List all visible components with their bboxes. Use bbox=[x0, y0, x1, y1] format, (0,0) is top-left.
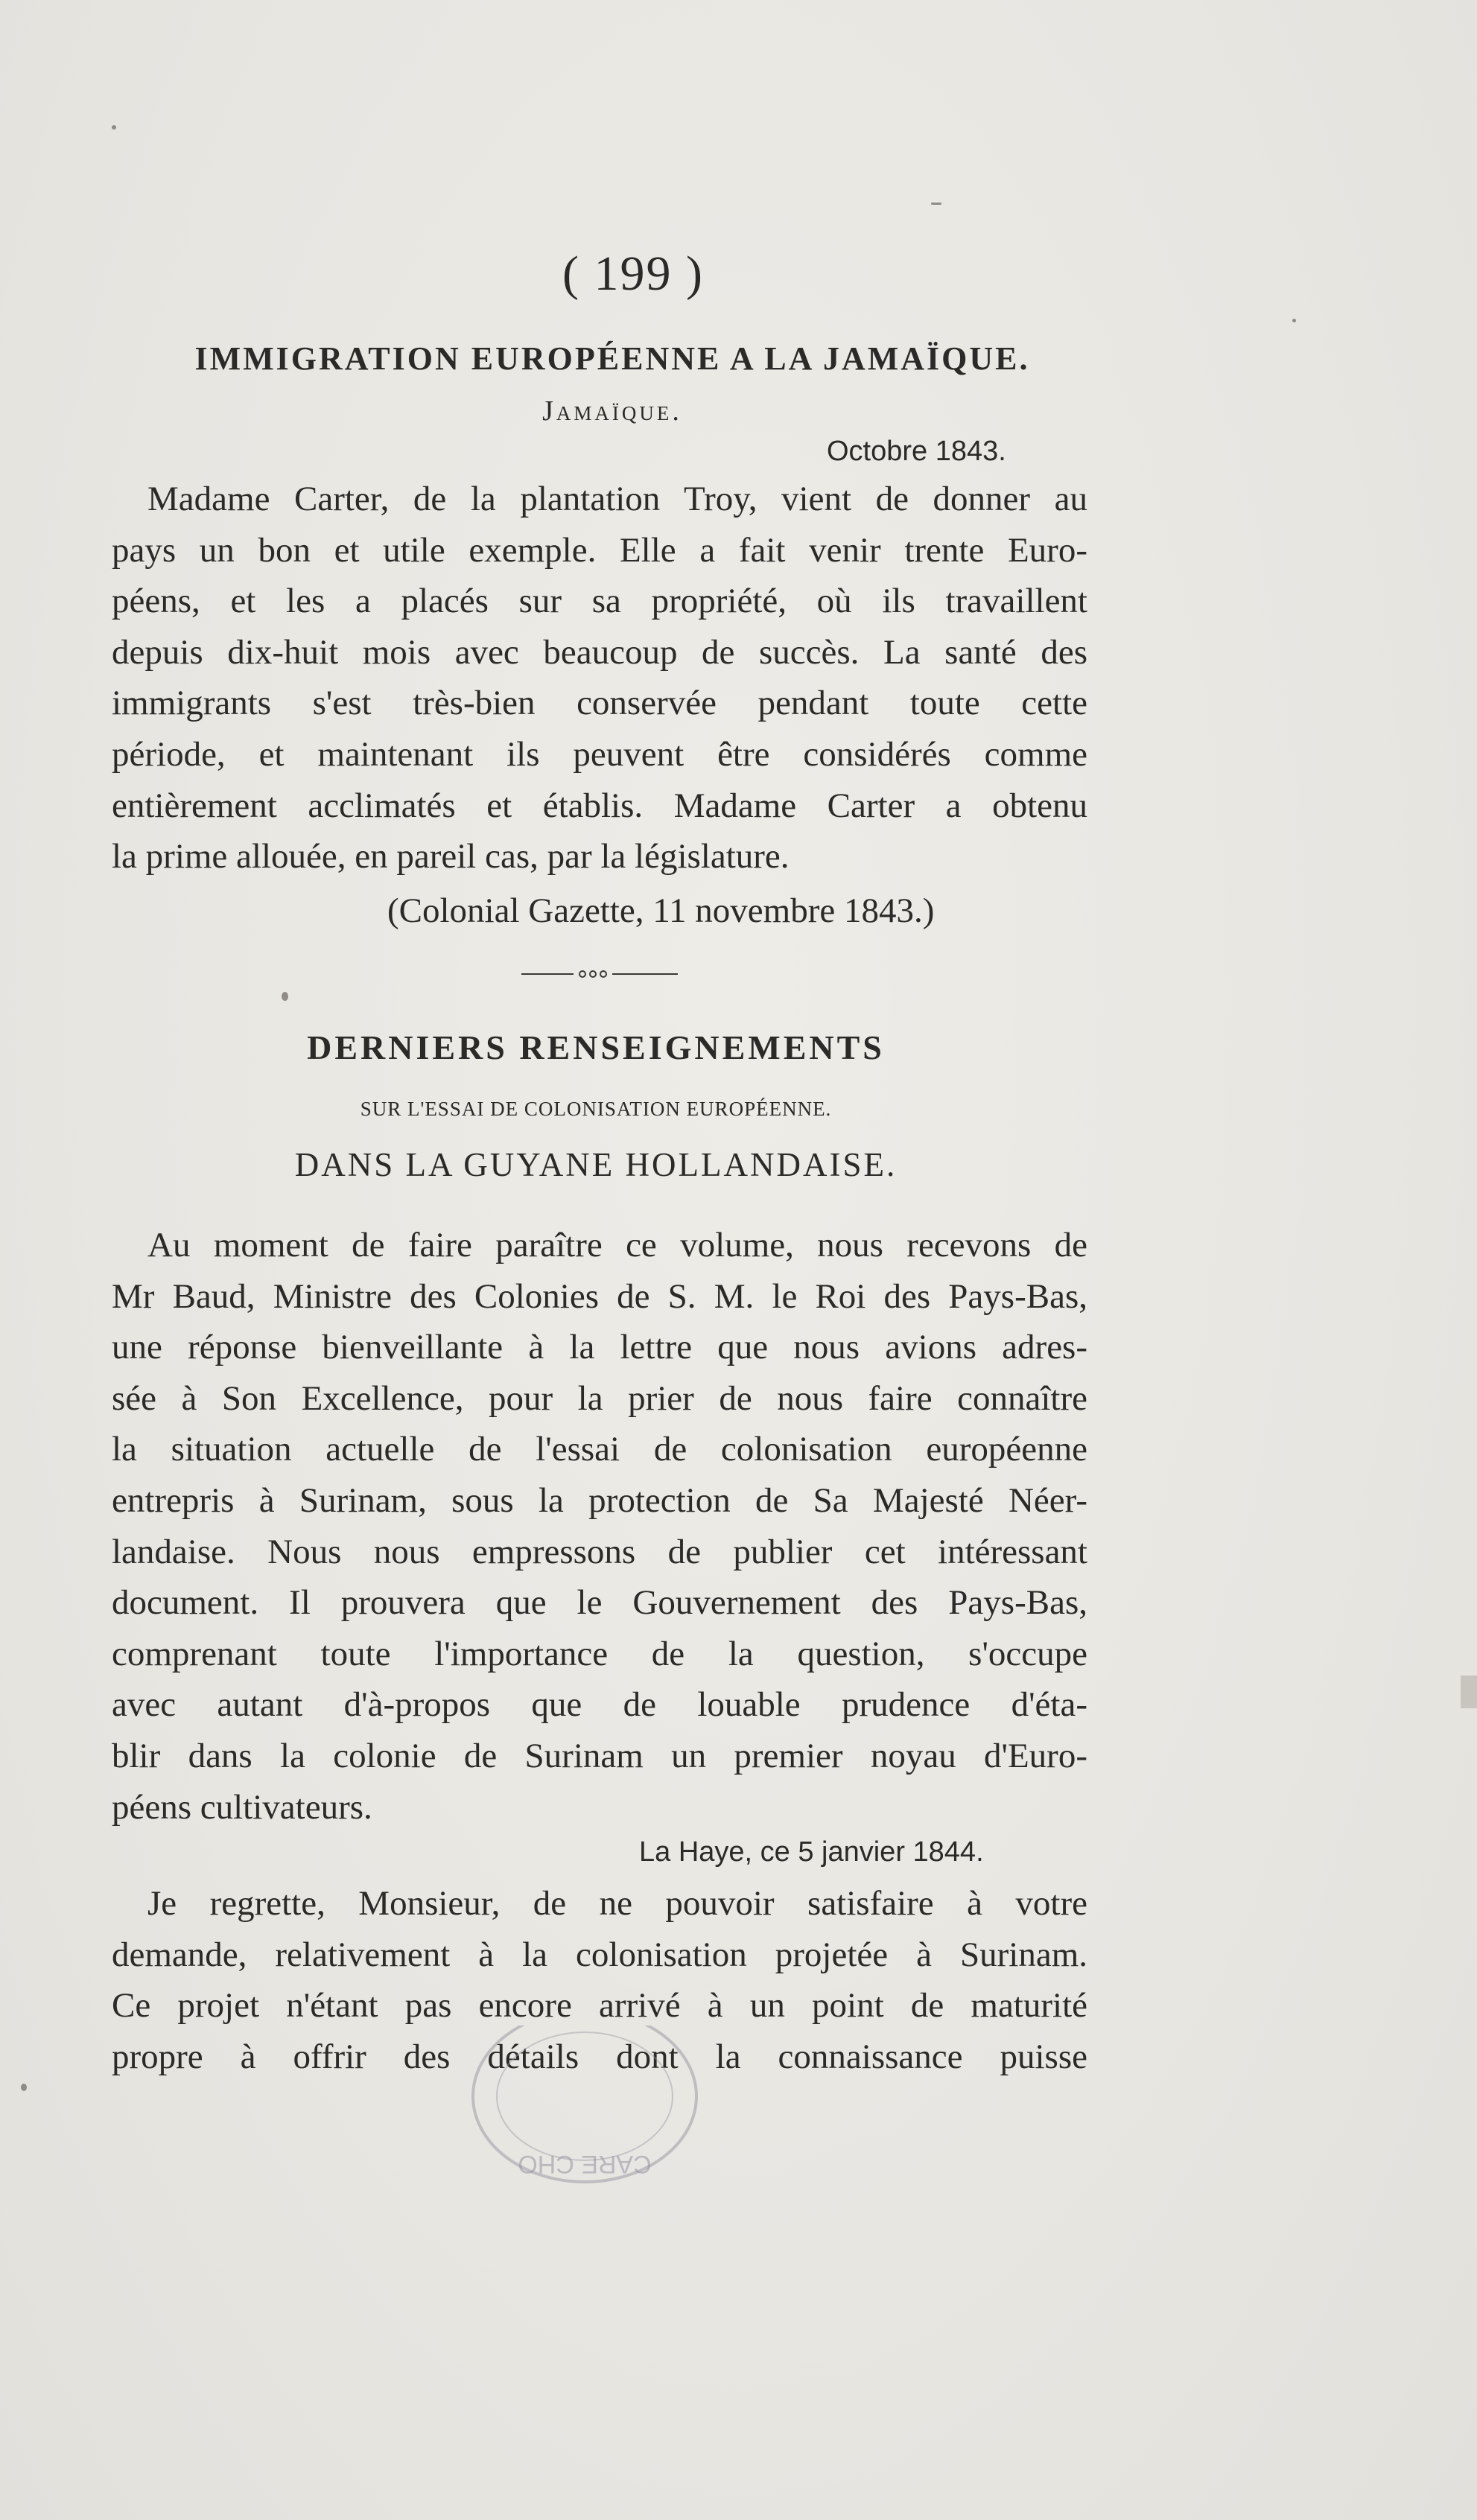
text-line: depuis dix-huit mois avec beaucoup de succès. La santé des bbox=[112, 632, 1087, 672]
text-line: la situation actuelle de l'essai de colonisation européenne bbox=[112, 1430, 1087, 1469]
text-line: sée à Son Excellence, pour la prier de nous faire connaître bbox=[112, 1378, 1087, 1418]
text-line: entièrement acclimatés et établis. Madame Carter a obtenu bbox=[112, 786, 1087, 825]
text-line: période, et maintenant ils peuvent être considérés comme bbox=[112, 734, 1087, 774]
article-place-jamaique: Jamaïque. bbox=[542, 395, 682, 427]
section-divider-ornament bbox=[521, 967, 678, 981]
text-line: péens cultivateurs. bbox=[112, 1787, 372, 1827]
text-line: Madame Carter, de la plantation Troy, vient de donner au bbox=[147, 480, 1087, 518]
article1-paragraph bbox=[112, 474, 1087, 882]
text-line: comprenant toute l'importance de la question, s'occupe bbox=[112, 1634, 1087, 1673]
text-line: Ce projet n'étant pas encore arrivé à un point de maturité bbox=[112, 1986, 1087, 2026]
text-line: document. Il prouvera que le Gouvernement des Pays-Bas, bbox=[112, 1583, 1087, 1623]
text-line: péens, et les a placés sur sa propriété, où ils travaillent bbox=[112, 582, 1087, 621]
text-line: la prime allouée, en pareil cas, par la législature. bbox=[112, 837, 790, 876]
article2-intro-paragraph bbox=[112, 1220, 1087, 1833]
text-line: propre à offrir des détails dont la connaissance puisse bbox=[112, 2037, 1087, 2076]
text-line: entrepris à Surinam, sous la protection de Sa Majesté Néer- bbox=[112, 1480, 1087, 1520]
article-title-renseignements: DERNIERS RENSEIGNEMENTS bbox=[307, 1028, 885, 1066]
text-line: landaise. Nous nous empressons de publier cet intéressant bbox=[112, 1532, 1087, 1571]
article-title-jamaique: IMMIGRATION EUROPÉENNE A LA JAMAÏQUE. bbox=[194, 340, 1030, 377]
text-line: avec autant d'à-propos que de louable prudence d'éta- bbox=[112, 1685, 1087, 1725]
article-date-octobre: Octobre 1843. bbox=[827, 436, 1006, 467]
page-number: ( 199 ) bbox=[562, 246, 704, 301]
paper-speck bbox=[112, 125, 116, 130]
paper-speck bbox=[1292, 319, 1296, 322]
text-line: blir dans la colonie de Surinam un premier noyau d'Euro- bbox=[112, 1736, 1087, 1775]
text-line: demande, relativement à la colonisation projetée à Surinam. bbox=[112, 1935, 1087, 1974]
paper-speck bbox=[282, 992, 288, 1001]
text-line: Je regrette, Monsieur, de ne pouvoir satisfaire à votre bbox=[147, 1884, 1087, 1923]
letter-dateline: La Haye, ce 5 janvier 1844. bbox=[639, 1836, 984, 1868]
paper-speck bbox=[21, 2084, 27, 2091]
paper-speck bbox=[931, 203, 941, 205]
text-line: Mr Baud, Ministre des Colonies de S. M. le Roi des Pays-Bas, bbox=[112, 1276, 1087, 1316]
stamp-text: CARE CHO bbox=[518, 2150, 652, 2178]
article-place-guyane: DANS LA GUYANE HOLLANDAISE. bbox=[294, 1146, 898, 1183]
text-line: Au moment de faire paraître ce volume, nous recevons de bbox=[147, 1226, 1087, 1264]
article1-source: (Colonial Gazette, 11 novembre 1843.) bbox=[387, 891, 935, 930]
text-line: immigrants s'est très-bien conservée pendant toute cette bbox=[112, 684, 1087, 723]
text-line: pays un bon et utile exemple. Elle a fait venir trente Euro- bbox=[112, 530, 1087, 570]
page-edge-mark bbox=[1461, 1676, 1477, 1708]
article-subtitle-colonisation: SUR L'ESSAI DE COLONISATION EUROPÉENNE. bbox=[360, 1098, 832, 1120]
library-stamp bbox=[462, 2026, 708, 2197]
text-line: une réponse bienveillante à la lettre que nous avions adres- bbox=[112, 1328, 1087, 1367]
